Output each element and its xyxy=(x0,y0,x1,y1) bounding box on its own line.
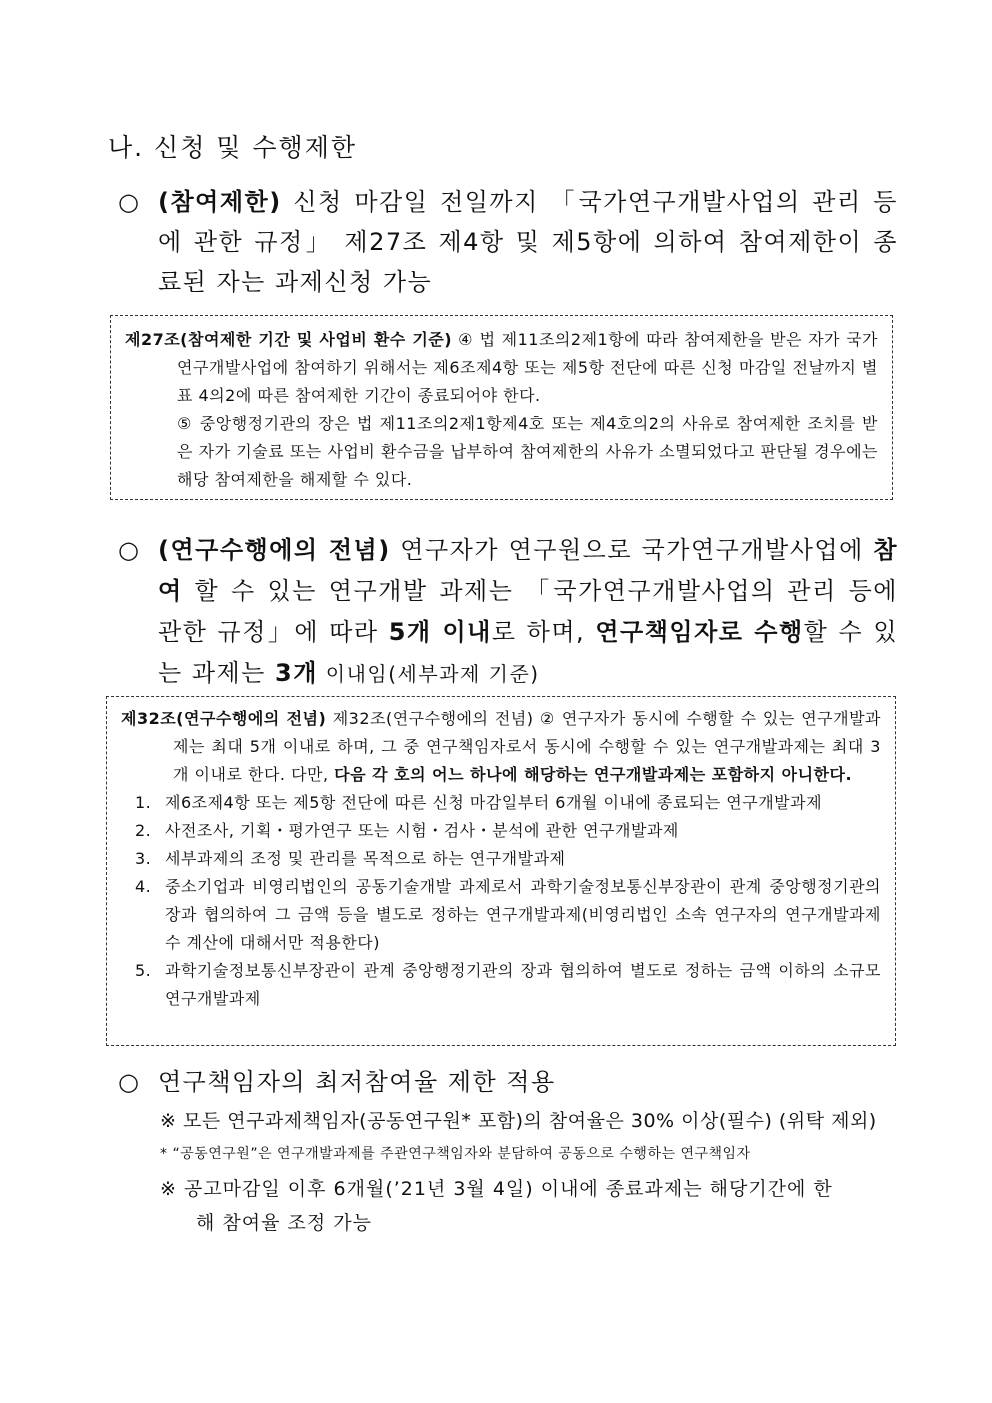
note-footnote-joint-researcher: * “공동연구원”은 연구개발과제를 주관연구책임자와 분담하여 공동으로 수행하는 연구책임자 xyxy=(160,1146,751,1162)
bullet-text: 신청 마감일 전일까지 「국가연구개발사업의 관리 등에 관한 규정」 제27조 제4항 및 제5항에 의하여 참여제한이 종료된 자는 과제신청 가능 xyxy=(158,188,898,296)
list-item xyxy=(121,873,881,957)
bullet-text: 로 하며, xyxy=(491,618,596,646)
article27-title: 제27조(참여제한 기간 및 사업비 환수 기준) xyxy=(125,330,453,349)
list-item-number: 4. xyxy=(135,877,152,896)
article27-para4-text: ④ 법 제11조의2제1항에 따라 참여제한을 받은 자가 국가연구개발사업에 참여하기 위해서는 제6조제4항 또는 제5항 전단에 따른 신청 마감일 전날까지 별표 4의2에 따른 참여제한 기간이 종료되어야 한다. xyxy=(177,330,878,405)
note-adjustment xyxy=(160,1172,898,1240)
bullet-bold-text: 연구책임자로 수행 xyxy=(595,618,804,646)
bullet-circle-icon: ○ xyxy=(118,536,141,564)
note-adjustment-line1: ※ 공고마감일 이후 6개월(’21년 3월 4일) 이내에 종료과제는 해당기간에 한 xyxy=(160,1178,833,1200)
bullet-circle-icon: ○ xyxy=(118,1068,141,1096)
bullet-min-participation xyxy=(118,1062,898,1102)
article27-paragraph5: ⑤ 중앙행정기관의 장은 법 제11조의2제1항제4호 또는 제4호의2의 사유로 참여제한 조치를 받은 자가 기술료 또는 사업비 환수금을 납부하여 참여제한의 사유가 소멸되었다고 판단될 경우에는 해당 참여제한을 해제할 수 있다. xyxy=(177,414,878,489)
list-item xyxy=(121,817,881,845)
list-item xyxy=(121,845,881,873)
note-participation-rate: ※ 모든 연구과제책임자(공동연구원* 포함)의 참여율은 30% 이상(필수) (위탁 제외) xyxy=(160,1110,877,1132)
article27-paragraph4 xyxy=(125,326,878,410)
section-heading: 나. 신청 및 수행제한 xyxy=(108,133,357,162)
article32-para-bold: 다음 각 호의 어느 하나에 해당하는 연구개발과제는 포함하지 아니한다. xyxy=(334,765,853,784)
list-item-text: 세부과제의 조정 및 관리를 목적으로 하는 연구개발과제 xyxy=(165,849,566,868)
regulation-box-article32 xyxy=(106,696,896,1046)
list-item-number: 1. xyxy=(135,793,152,812)
bullet-text: 연구자가 연구원으로 국가연구개발사업에 xyxy=(390,536,874,564)
bullet-bold-text: 참여 xyxy=(158,536,899,605)
bullet-circle-icon: ○ xyxy=(118,188,141,216)
bullet-text: 할 수 있는 과제는 xyxy=(158,618,899,687)
article32-paragraph2 xyxy=(121,705,881,789)
list-item xyxy=(121,957,881,1013)
list-item-text: 제6조제4항 또는 제5항 전단에 따른 신청 마감일부터 6개월 이내에 종료되는 연구개발과제 xyxy=(165,793,823,812)
list-item-text: 사전조사, 기획・평가연구 또는 시험・검사・분석에 관한 연구개발과제 xyxy=(165,821,679,840)
article32-para-text: 제32조(연구수행에의 전념) ② 연구자가 동시에 수행할 수 있는 연구개발과제는 최대 5개 이내로 하며, 그 중 연구책임자로서 동시에 수행할 수 있는 연구개발과제는 최대 3개 이내로 한다. 다만, xyxy=(173,709,881,784)
bullet-text: 연구책임자의 최저참여율 제한 적용 xyxy=(158,1068,556,1096)
bullet-label: (연구수행에의 전념) xyxy=(158,536,391,564)
list-item-number: 5. xyxy=(135,961,152,980)
regulation-box-article27 xyxy=(110,315,893,500)
list-item-text: 과학기술정보통신부장관이 관계 중앙행정기관의 장과 협의하여 별도로 정하는 금액 이하의 소규모 연구개발과제 xyxy=(165,961,881,1008)
note-adjustment-line2: 해 참여율 조정 가능 xyxy=(196,1212,372,1234)
bullet-bold-text: 3개 xyxy=(275,659,318,687)
article32-title: 제32조(연구수행에의 전념) xyxy=(121,709,327,728)
bullet-label: (참여제한) xyxy=(158,188,282,216)
list-item-text: 중소기업과 비영리법인의 공동기술개발 과제로서 과학기술정보통신부장관이 관계 중앙행정기관의 장과 협의하여 그 금액 등을 별도로 정하는 연구개발과제(비영리법인 소속 연구자의 연구개발과제 수 계산에 대해서만 적용한다) xyxy=(165,877,881,952)
bullet-text: 할 수 있는 연구개발 과제는 「국가연구개발사업의 관리 등에 관한 규정」에 따라 xyxy=(158,577,898,646)
bullet-bold-text: 5개 이내 xyxy=(388,618,492,646)
bullet-participation-restriction xyxy=(118,182,898,302)
list-item-number: 2. xyxy=(135,821,152,840)
list-item-number: 3. xyxy=(135,849,152,868)
bullet-research-dedication xyxy=(118,530,898,695)
bullet-text: 이내임(세부과제 기준) xyxy=(317,662,540,686)
list-item xyxy=(121,789,881,817)
